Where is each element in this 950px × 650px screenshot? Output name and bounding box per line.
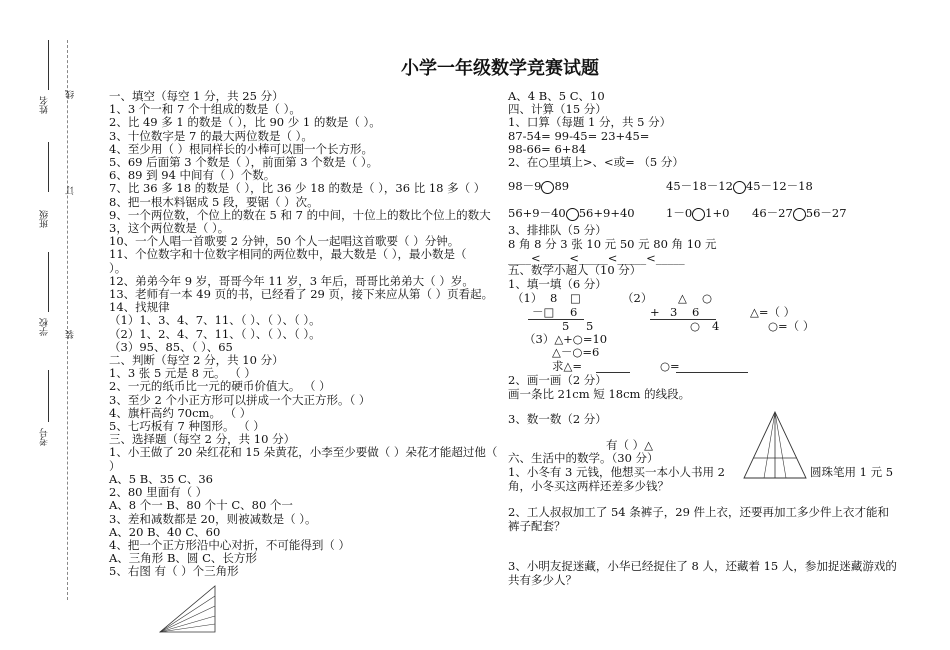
life-q2a: 2、工人叔叔加工了 54 条裤子，29 件上衣，还要再加工多少件上衣才能和 [508, 505, 890, 519]
circle-blank[interactable] [566, 208, 579, 221]
right-column-top [508, 90, 903, 169]
question-line: 二、判断（每空 2 分，共 10 分） [109, 353, 284, 368]
queue-title: 3、排排队（5 分） [508, 223, 607, 237]
compare-right-2: 45－12－18 [745, 179, 813, 193]
question-line: A、5 B、35 C、36 [109, 471, 213, 486]
question-line: 四、计算（15 分） [508, 102, 607, 117]
p3-ask-circ: ○= [660, 359, 680, 373]
page-title: 小学一年级数学竞赛试题 [401, 58, 599, 79]
school-line [48, 252, 49, 312]
margin-label-bind: 订 [66, 186, 76, 195]
p2-bot-circ: ○ [690, 319, 701, 333]
question-line: （2）1、2、4、7、11、（ ）、（ ）、（ ）。 [109, 326, 321, 341]
triangle-figure-small [150, 584, 220, 636]
p1-label: （1） [512, 291, 543, 305]
exam-line [48, 370, 49, 422]
question-line: 4、把一个正方形沿中心对折，不可能得到（ ） [109, 537, 350, 552]
question-line: 4、旗杆高约 70cm。 （ ） [109, 405, 252, 420]
question-line: 3、差和减数都是 20，则被减数是（ ）。 [109, 511, 317, 526]
question-line: 5、七巧板有 7 种图形。 （ ） [109, 419, 265, 434]
puzzle-fill-title: 1、填一填（6 分） [508, 277, 607, 291]
p2-top-tri: △ [678, 291, 687, 305]
question-line: 3、至少 2 个小正方形可以拼成一个大正方形。（ ） [109, 392, 371, 407]
question-line: A、三角形 B、圆 C、长方形 [109, 551, 257, 566]
question-line: 87-54= 99-45= 23+45= [508, 128, 650, 143]
p2-ans-tri[interactable]: △=（ ） [750, 305, 796, 319]
life-q1a: 1、小冬有 3 元钱，他想买一本小人书用 2 [508, 465, 725, 479]
question-line: 1、3 个一和 7 个十组成的数是（ ）。 [109, 102, 301, 117]
question-line: 5、69 后面第 3 个数是（ ），前面第 3 个数是（ ）。 [109, 155, 379, 170]
name-line [48, 40, 49, 90]
life-q2b: 裤子配套？ [508, 519, 566, 533]
question-line: 2、80 里面有（ ） [109, 485, 208, 500]
question-line: 7、比 36 多 18 的数是（ ），比 36 少 18 的数是（ ），36 比 18 多（ ） [109, 181, 486, 196]
question-line: 98-66= 6+84 [508, 141, 587, 156]
p2-mid-3: 3 [670, 305, 678, 319]
question-line: 11、个位数字和十位数字相同的两位数中，最大数是（ ），最小数是（ [109, 247, 467, 262]
compare-row-2c [752, 207, 847, 221]
circle-blank[interactable] [692, 208, 705, 221]
p3-line2: △－○=6 [552, 345, 600, 359]
puzzle-section: 五、数学小超人（10 分） [508, 263, 642, 277]
question-line: 4、至少用（ ）根同样长的小棒可以围一个长方形。 [109, 141, 373, 156]
compare-row-1b [666, 180, 813, 194]
p2-bot-4: 4 [712, 319, 720, 333]
compare-row-1 [508, 180, 569, 194]
question-line: 2、比 49 多 1 的数是（ ），比 90 少 1 的数是（ ）。 [109, 115, 381, 130]
life-q1b: 圆珠笔用 1 元 5 [810, 465, 894, 479]
margin-label-line: 线 [66, 90, 76, 99]
question-line: A、20 B、40 C、60 [109, 524, 221, 539]
compare-right-5: 56－27 [805, 206, 847, 220]
question-line: ）。 [109, 260, 127, 275]
p2-mid-6: 6 [692, 305, 700, 319]
question-line: A、4 B、5 C、10 [508, 89, 605, 103]
question-line: 12、弟弟今年 9 岁，哥哥今年 11 岁，3 年后，哥哥比弟弟大（ ）岁。 [109, 273, 474, 288]
margin-label-exam-no: 考号 [40, 428, 50, 446]
compare-right-3: 56+9+40 [578, 206, 635, 220]
p2-plus: + [650, 305, 660, 319]
p3-blank-circ[interactable] [676, 372, 748, 373]
question-line: 8、把一根木料锯成 5 段，要锯（ ）次。 [109, 194, 319, 209]
compare-row-2 [508, 207, 635, 221]
draw-task: 画一条比 21cm 短 18cm 的线段。 [508, 387, 691, 401]
queue-items: 8 角 8 分 3 张 10 元 50 元 80 角 10 元 [508, 237, 717, 251]
margin-label-name: 姓名 [40, 96, 50, 114]
question-line: ） [109, 458, 121, 473]
count-answer[interactable]: 有（ ）△ [606, 438, 653, 452]
question-line: 1、口算（每题 1 分，共 5 分） [508, 115, 672, 130]
question-line: A、8 个一 B、80 个十 C、80 个一 [109, 498, 293, 513]
p1-bot-5b: 5 [586, 319, 594, 333]
life-q3b: 共有多少人？ [508, 573, 577, 587]
p2-top-circ: ○ [702, 291, 713, 305]
question-line: 14、找规律 [109, 300, 170, 315]
triangle-figure-large [740, 410, 810, 482]
question-line: 一、填空（每空 1 分，共 25 分） [109, 89, 284, 103]
p1-top-8: 8 [550, 291, 558, 305]
margin-label-class: 班级 [40, 210, 50, 228]
question-line: 2、一元的纸币比一元的硬币价值大。 （ ） [109, 379, 331, 394]
p2-label: （2） [622, 291, 653, 305]
p3-ask-tri: 求△= [552, 359, 582, 373]
class-line [48, 142, 49, 192]
binding-line [67, 40, 68, 600]
p2-ans-circ[interactable]: ○=（ ） [768, 319, 815, 333]
question-line: 3、十位数字是 7 的最大两位数是（ ）。 [109, 128, 313, 143]
question-line: 三、选择题（每空 2 分，共 10 分） [109, 432, 296, 447]
circle-blank[interactable] [541, 181, 554, 194]
question-line: 3，这个两位数是（ ）。 [109, 221, 230, 236]
life-q1c: 角，小冬买这两样还差多少钱？ [508, 479, 669, 493]
compare-left-4: 1－0 [666, 206, 693, 220]
p1-top-box[interactable]: □ [570, 291, 581, 305]
margin-label-seal: 装 [66, 330, 76, 339]
p1-rule [528, 319, 584, 320]
question-line: 5、右图 有（ ）个三角形 [109, 564, 239, 579]
question-line: 6、89 到 94 中间有（ ）个数。 [109, 168, 276, 183]
p1-bot-5a: 5 [562, 319, 570, 333]
circle-blank[interactable] [733, 181, 746, 194]
count-title: 3、数一数（2 分） [508, 412, 607, 426]
p1-mid-minus[interactable]: －□ [532, 305, 555, 319]
question-line: 2、在○里填上>、<或= （5 分） [508, 155, 684, 170]
compare-left-1: 98－9 [508, 179, 542, 193]
compare-left-3: 56+9－40 [508, 206, 566, 220]
life-title: 六、生活中的数学。（30 分） [508, 451, 659, 465]
question-line: （3）95、85、（ ）、65 [109, 339, 233, 354]
question-line: 1、小王做了 20 朵红花和 15 朵黄花，小李至少要做（ ）朵花才能超过他（ [109, 445, 498, 460]
question-line: 9、一个两位数，个位上的数在 5 和 7 的中间，十位上的数比个位上的数大 [109, 207, 491, 222]
margin-label-school: 学校 [40, 318, 50, 336]
question-line: 1、3 张 5 元是 8 元。 （ ） [109, 366, 256, 381]
p2-rule [650, 319, 716, 320]
compare-left-5: 46－27 [752, 206, 793, 220]
compare-right-4: 1+0 [705, 206, 730, 220]
left-column [109, 89, 498, 579]
compare-row-2b [666, 207, 729, 221]
circle-blank[interactable] [793, 208, 806, 221]
question-line: （1）1、3、4、7、11、（ ）、（ ）、（ ）。 [109, 313, 321, 328]
draw-title: 2、画一画（2 分） [508, 373, 607, 387]
compare-left-2: 45－18－12 [666, 179, 733, 193]
question-line: 13、老师有一本 49 页的书，已经看了 29 页，接下来应从第（ ）页看起。 [109, 287, 494, 302]
life-q3a: 3、小明友捉迷藏，小华已经捉住了 8 人，还藏着 15 人，参加捉迷藏游戏的 [508, 559, 897, 573]
queue-blanks[interactable]: ____<_____<_____<_____<_____ [508, 251, 685, 265]
p3-line1: （3）△+○=10 [524, 332, 608, 346]
question-line: 10、一个人唱一首歌要 2 分钟，50 个人一起唱这首歌要（ ）分钟。 [109, 234, 460, 249]
compare-right-1: 89 [554, 179, 570, 193]
p1-mid-6: 6 [570, 305, 578, 319]
